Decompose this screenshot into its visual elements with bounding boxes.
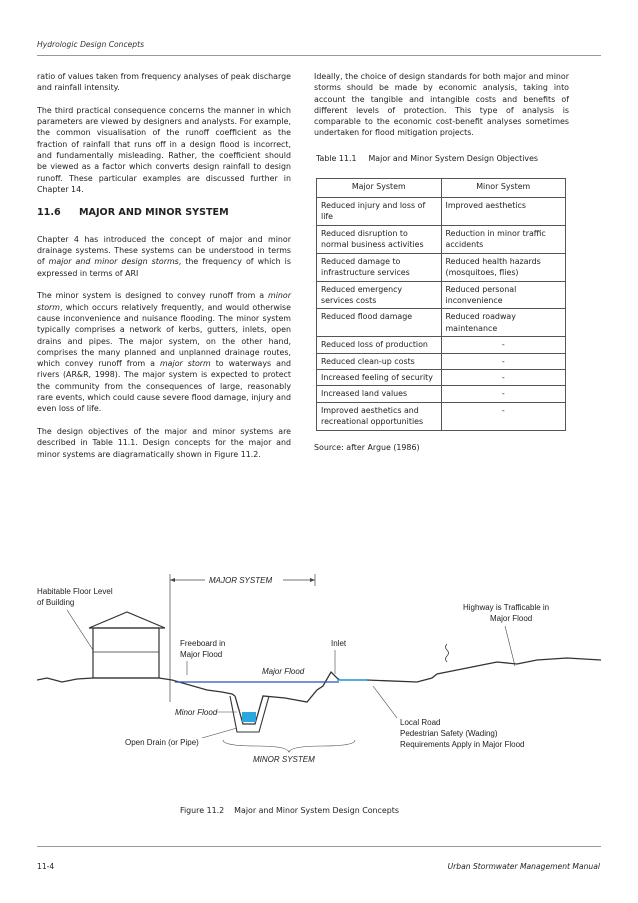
ground-profile: [37, 678, 235, 696]
paragraph: Chapter 4 has introduced the concept of major and minor drainage systems. These systems can be understood in terms of major and minor design storms, the frequency of which is expressed in terms of ARI: [37, 234, 291, 278]
paragraph: The minor system is designed to convey runoff from a minor storm, which occurs relatively frequently, and would otherwise cause inconvenience and nuisance flooding. The minor system typically comprises a network of kerbs, gutters, inlets, open drains and pipes. The major system, on the other hand, comprises the many planned and unplanned drainage routes, which convey runoff from a major storm to waterways and rivers (AR&R, 1998). The major system is expected to protect the community from the consequences of large, reasonably rare events, which could cause severe flood damage, injury and even loss of life.: [37, 291, 291, 414]
paragraph: Ideally, the choice of design standards for both major and minor storms should be made by economic analysis, taking into account the tangible and intangible costs and benefits of different levels of protection. This type of analysis is comparable to the economic cost-benefit analyses sometimes undertaken for flood mitigation projects.: [314, 72, 569, 138]
paragraph: The design objectives of the major and minor systems are described in Table 11.1. Design concepts for the major and minor systems are diagramatically shown in Figure 11.2.: [37, 426, 291, 459]
minor-cell: Reduced roadway maintenance: [441, 309, 566, 337]
major-cell: Reduced emergency services costs: [317, 281, 442, 309]
habitable-label: Habitable Floor Level: [37, 587, 113, 596]
design-objectives-table: [316, 178, 566, 431]
table-row: [317, 369, 566, 385]
minor-system-label: MINOR SYSTEM: [253, 755, 315, 764]
table-row: [317, 353, 566, 369]
freeboard-label: Freeboard in: [180, 639, 226, 648]
table-row: [317, 402, 566, 430]
manual-title: Urban Stormwater Management Manual: [447, 862, 600, 871]
minor-cell: Reduced personal inconvenience: [441, 281, 566, 309]
major-cell: Reduced clean-up costs: [317, 353, 442, 369]
section-title: MAJOR AND MINOR SYSTEM: [79, 206, 229, 218]
right-column: [314, 71, 569, 453]
table-row: [317, 281, 566, 309]
table-row: [317, 386, 566, 402]
local-road-label: Local Road: [400, 718, 441, 727]
major-cell: Reduced flood damage: [317, 309, 442, 337]
major-cell: Improved aesthetics and recreational opportunities: [317, 402, 442, 430]
running-header: Hydrologic Design Concepts: [37, 40, 145, 49]
section-heading: [37, 207, 291, 218]
major-cell: Reduced damage to infrastructure services: [317, 253, 442, 281]
inlet-label: Inlet: [331, 639, 347, 648]
major-cell: Reduced disruption to normal business activities: [317, 225, 442, 253]
pedestrian-label: Requirements Apply in Major Flood: [400, 740, 525, 749]
column-header-minor: Minor System: [441, 179, 566, 198]
freeboard-label: Major Flood: [180, 650, 223, 659]
building-icon: [93, 628, 159, 678]
minor-cell: Reduced health hazards (mosquitoes, flies): [441, 253, 566, 281]
building-roof-icon: [89, 612, 165, 628]
figure-diagram: [37, 562, 601, 806]
highway-label: Major Flood: [490, 614, 533, 623]
major-cell: Reduced loss of production: [317, 337, 442, 353]
left-column: [37, 71, 291, 460]
major-cell: Reduced injury and loss of life: [317, 198, 442, 226]
major-cell: Increased land values: [317, 386, 442, 402]
minor-cell: Improved aesthetics: [441, 198, 566, 226]
table-source: Source: after Argue (1986): [314, 442, 420, 452]
table-row: [317, 225, 566, 253]
major-flood-label: Major Flood: [262, 667, 305, 676]
table-caption: Table 11.1 Major and Minor System Design Objectives: [316, 153, 539, 163]
minor-system-brace: [223, 740, 355, 752]
paragraph: The third practical consequence concerns the manner in which parameters are viewed by designers and analysts. For example, the common visualisation of the runoff coefficient as the fraction of rainfall that runs off in a design flood is incorrect, and fundamentally misleading. Rather, the coefficient should be viewed as a factor which converts design rainfall to design runoff. These particular examples are discussed further in Chapter 14.: [37, 105, 291, 194]
table-header-row: [317, 179, 566, 198]
page-number: 11-4: [37, 862, 55, 871]
major-system-label: MAJOR SYSTEM: [209, 576, 273, 585]
minor-flood-label: Minor Flood: [175, 708, 218, 717]
minor-cell: -: [441, 369, 566, 385]
habitable-label: of Building: [37, 598, 75, 607]
table-row: [317, 309, 566, 337]
minor-flood-water: [242, 712, 256, 722]
minor-cell: -: [441, 353, 566, 369]
open-drain-label: Open Drain (or Pipe): [125, 738, 199, 747]
kerb-icon: [446, 644, 449, 662]
column-header-major: Major System: [317, 179, 442, 198]
figure-caption: Figure 11.2 Major and Minor System Design Concepts: [180, 806, 399, 815]
pedestrian-label: Pedestrian Safety (Wading): [400, 729, 498, 738]
major-cell: Increased feeling of security: [317, 369, 442, 385]
section-number: 11.6: [37, 206, 61, 218]
table-row: [317, 253, 566, 281]
minor-cell: -: [441, 402, 566, 430]
footer-rule: [37, 846, 601, 847]
paragraph: ratio of values taken from frequency analyses of peak discharge and rainfall intensity.: [37, 72, 291, 93]
minor-cell: Reduction in minor traffic accidents: [441, 225, 566, 253]
table-row: [317, 198, 566, 226]
header-rule: [37, 55, 601, 56]
minor-cell: -: [441, 337, 566, 353]
minor-cell: -: [441, 386, 566, 402]
table-row: [317, 337, 566, 353]
highway-label: Highway is Trafficable in: [463, 603, 550, 612]
